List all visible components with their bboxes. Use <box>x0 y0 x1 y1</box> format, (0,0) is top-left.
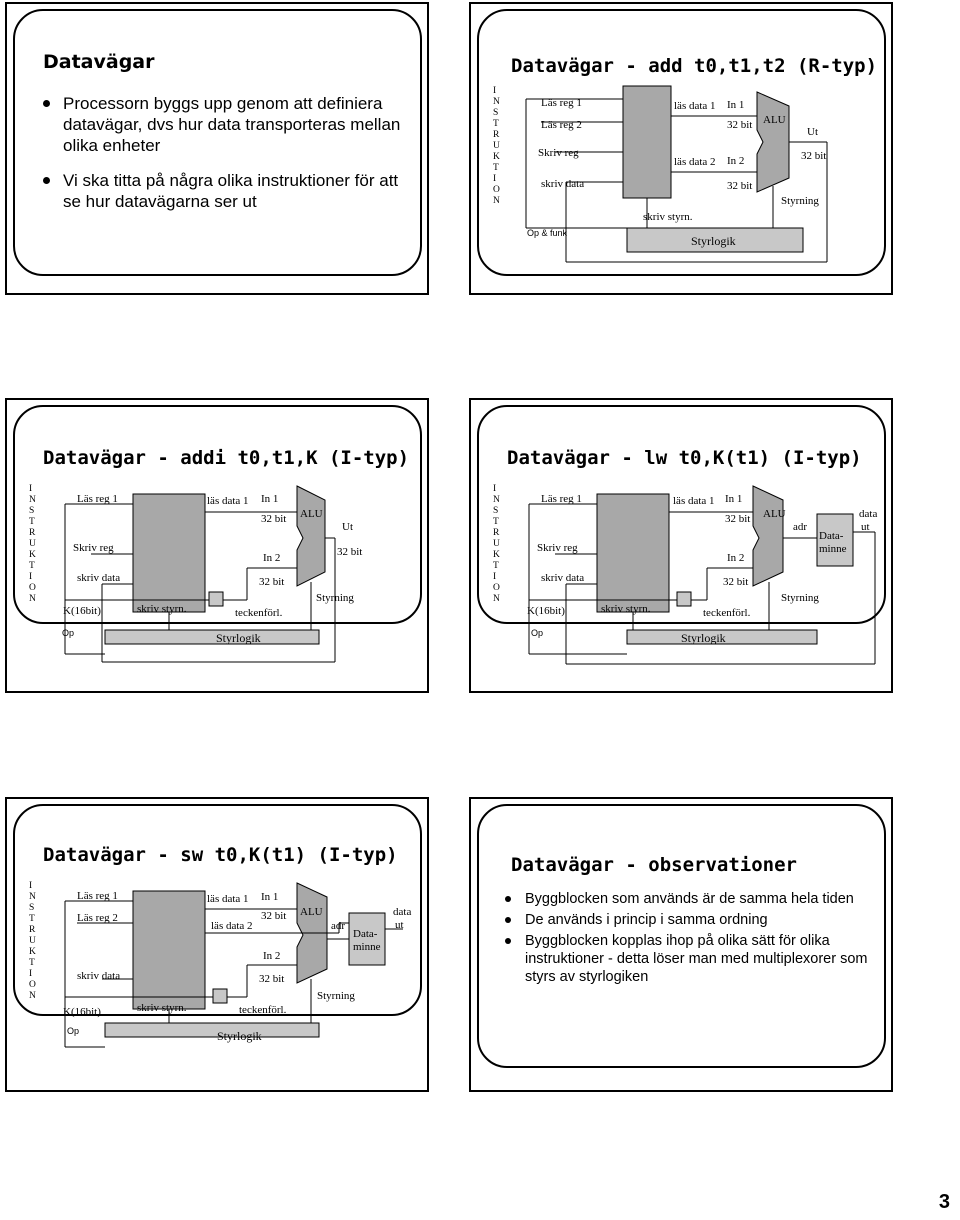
instr-letter: R <box>29 528 36 538</box>
slide-title: Datavägar - add t0,t1,t2 (R-typ) <box>511 55 878 77</box>
instr-letter: S <box>29 506 35 516</box>
in2-width-label: 32 bit <box>723 576 749 588</box>
instr-letter: U <box>29 936 36 946</box>
alu-in1-label: In 1 <box>725 493 743 505</box>
bullet-item: Vi ska titta på några olika instruktioner för att se hur datavägarna ser ut <box>37 170 417 212</box>
slide-frame-3 <box>5 398 429 693</box>
opcode-label: Op & funk <box>527 228 568 238</box>
slide-frame-4 <box>469 398 893 693</box>
in1-width-label: 32 bit <box>725 513 751 525</box>
instr-letter: K <box>493 152 500 162</box>
alu-in1-label: In 1 <box>261 891 279 903</box>
instr-letter: I <box>493 174 497 184</box>
instr-letter: T <box>493 517 499 527</box>
alu-in2-label: In 2 <box>263 950 281 962</box>
alu-control-label: Styrning <box>317 990 355 1002</box>
write-reg-label: Skriv reg <box>73 542 114 554</box>
instr-letter: R <box>29 925 36 935</box>
sign-extend-label: teckenförl. <box>239 1004 287 1016</box>
instr-letter: S <box>493 506 499 516</box>
instr-letter: O <box>493 583 500 593</box>
alu-out-label: Ut <box>342 521 353 533</box>
read-data2-label: läs data 2 <box>211 920 253 932</box>
instr-letter: R <box>493 528 500 538</box>
slide-title: Datavägar - lw t0,K(t1) (I-typ) <box>507 447 862 469</box>
instr-letter: T <box>493 561 499 571</box>
bullet-item: Byggblocken kopplas ihop på olika sätt för olika instruktioner - detta löser man med multiplexorer som styrs av styrlogiken <box>499 932 869 986</box>
instr-letter: N <box>29 594 36 604</box>
instr-letter: T <box>29 914 35 924</box>
alu-control-label: Styrning <box>316 592 354 604</box>
bullet-item: Byggblocken som används är de samma hela tiden <box>499 890 869 908</box>
immediate-label: K(16bit) <box>527 605 565 617</box>
instr-letter: K <box>29 947 36 957</box>
slide-title: Datavägar - addi t0,t1,K (I-typ) <box>43 447 410 469</box>
slide-title: Datavägar <box>43 51 155 73</box>
in1-width-label: 32 bit <box>261 513 287 525</box>
instr-letter: N <box>493 594 500 604</box>
read-data2-label: läs data 2 <box>674 156 716 168</box>
datapath-diagram-add <box>471 4 891 293</box>
read-reg2-label: Läs reg 2 <box>77 912 118 924</box>
opcode-label: Op <box>531 628 544 638</box>
data-out-label: data <box>393 906 412 918</box>
bullet-list <box>37 93 417 224</box>
sign-extend-label: teckenförl. <box>235 607 283 619</box>
alu-out-label: Ut <box>807 126 818 138</box>
sign-extend-label: teckenförl. <box>703 607 751 619</box>
instr-letter: N <box>29 892 36 902</box>
slide-frame-2 <box>469 2 893 295</box>
alu-label: ALU <box>300 906 323 918</box>
instr-letter: I <box>29 484 33 494</box>
instr-letter: O <box>493 185 500 195</box>
instr-letter: T <box>29 958 35 968</box>
slide-title: Datavägar - sw t0,K(t1) (I-typ) <box>43 844 398 866</box>
instruction-vertical-label <box>493 484 500 604</box>
datapath-diagram-sw <box>7 799 427 1090</box>
instr-letter: I <box>29 572 33 582</box>
alu-control-label: Styrning <box>781 592 819 604</box>
out-width-label: 32 bit <box>337 546 363 558</box>
instr-letter: I <box>29 881 33 891</box>
control-logic-label: Styrlogik <box>216 631 261 645</box>
read-reg1-label: Läs reg 1 <box>77 890 118 902</box>
control-logic-label: Styrlogik <box>217 1029 262 1043</box>
alu-in2-label: In 2 <box>727 552 745 564</box>
read-reg1-label: Läs reg 1 <box>541 493 582 505</box>
slide-frame-1 <box>5 2 429 295</box>
control-logic-label: Styrlogik <box>681 631 726 645</box>
instr-letter: O <box>29 980 36 990</box>
instr-letter: T <box>29 561 35 571</box>
immediate-label: K(16bit) <box>63 605 101 617</box>
bullet-item: Processorn byggs upp genom att definiera datavägar, dvs hur data transporteras mellan olika enheter <box>37 93 417 156</box>
out-width-label: 32 bit <box>801 150 827 162</box>
data-memory-label: Data- <box>353 928 378 940</box>
data-out-label: data <box>859 508 878 520</box>
instr-letter: S <box>493 108 499 118</box>
data-out-label: ut <box>395 919 404 931</box>
data-memory-label: minne <box>819 543 847 555</box>
alu-label: ALU <box>300 508 323 520</box>
instr-letter: I <box>29 969 33 979</box>
in1-width-label: 32 bit <box>727 119 753 131</box>
write-reg-label: Skriv reg <box>537 542 578 554</box>
instr-letter: N <box>29 991 36 1001</box>
read-data1-label: läs data 1 <box>673 495 715 507</box>
address-label: adr <box>793 521 808 533</box>
instruction-vertical-label <box>493 86 500 206</box>
instr-letter: N <box>493 495 500 505</box>
instr-letter: T <box>493 119 499 129</box>
address-label: adr <box>331 920 346 932</box>
write-control-label: skriv styrn. <box>137 1002 187 1014</box>
alu-label: ALU <box>763 508 786 520</box>
instr-letter: R <box>493 130 500 140</box>
alu-label: ALU <box>763 114 786 126</box>
in2-width-label: 32 bit <box>259 576 285 588</box>
bullet-item: De används i princip i samma ordning <box>499 911 869 929</box>
write-data-label: skriv data <box>77 572 121 584</box>
write-data-label: skriv data <box>541 178 585 190</box>
write-control-label: skriv styrn. <box>601 603 651 615</box>
instr-letter: I <box>493 86 497 96</box>
read-data1-label: läs data 1 <box>207 893 249 905</box>
instr-letter: K <box>493 550 500 560</box>
instr-letter: N <box>493 196 500 206</box>
read-data1-label: läs data 1 <box>674 100 716 112</box>
instr-letter: U <box>493 141 500 151</box>
slide-card-1 <box>13 9 422 276</box>
read-reg1-label: Läs reg 1 <box>77 493 118 505</box>
data-memory-label: Data- <box>819 530 844 542</box>
in2-width-label: 32 bit <box>259 973 285 985</box>
instr-letter: I <box>493 484 497 494</box>
instruction-vertical-label <box>29 881 36 1001</box>
in2-width-label: 32 bit <box>727 180 753 192</box>
instr-letter: I <box>493 572 497 582</box>
instruction-vertical-label <box>29 484 36 604</box>
slide-frame-6 <box>469 797 893 1092</box>
write-control-label: skriv styrn. <box>643 211 693 223</box>
alu-in2-label: In 2 <box>727 155 745 167</box>
slide-title: Datavägar - observationer <box>511 854 797 876</box>
page-number: 3 <box>938 1191 950 1213</box>
read-reg2-label: Läs reg 2 <box>541 119 582 131</box>
read-data1-label: läs data 1 <box>207 495 249 507</box>
instr-letter: T <box>493 163 499 173</box>
bullet-list <box>499 890 869 989</box>
alu-in2-label: In 2 <box>263 552 281 564</box>
alu-in1-label: In 1 <box>261 493 279 505</box>
instr-letter: N <box>493 97 500 107</box>
datapath-diagram-addi <box>7 400 427 691</box>
alu-control-label: Styrning <box>781 195 819 207</box>
instr-letter: U <box>29 539 36 549</box>
slide-card-6 <box>477 804 886 1068</box>
instr-letter: S <box>29 903 35 913</box>
write-data-label: skriv data <box>541 572 585 584</box>
write-reg-label: Skriv reg <box>538 147 579 159</box>
opcode-label: Op <box>67 1026 80 1036</box>
immediate-label: K(16bit) <box>63 1006 101 1018</box>
in1-width-label: 32 bit <box>261 910 287 922</box>
read-reg1-label: Läs reg 1 <box>541 97 582 109</box>
instr-letter: T <box>29 517 35 527</box>
instr-letter: N <box>29 495 36 505</box>
control-logic-label: Styrlogik <box>691 234 736 248</box>
data-out-label: ut <box>861 521 870 533</box>
data-memory-label: minne <box>353 941 381 953</box>
write-control-label: skriv styrn. <box>137 603 187 615</box>
slide-frame-5 <box>5 797 429 1092</box>
alu-in1-label: In 1 <box>727 99 745 111</box>
instr-letter: K <box>29 550 36 560</box>
opcode-label: Op <box>62 628 75 638</box>
instr-letter: U <box>493 539 500 549</box>
instr-letter: O <box>29 583 36 593</box>
datapath-diagram-lw <box>471 400 891 691</box>
write-data-label: skriv data <box>77 970 121 982</box>
